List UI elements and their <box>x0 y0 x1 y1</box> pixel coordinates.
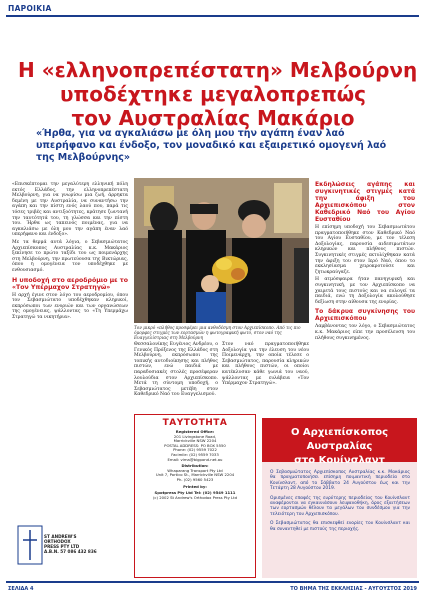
advert-line: ORTHODOX <box>44 539 71 544</box>
page-footer <box>8 586 417 592</box>
headline <box>18 58 418 130</box>
masthead-line: Email: vima@bigpond.net.au <box>167 456 223 462</box>
publication-name: ΤΟ ΒΗΜΑ ΤΗΣ ΕΚΚΛΗΣΙΑΣ - ΑΥΓΟΥΣΤΟΣ 2019 <box>290 586 417 592</box>
right-column <box>315 178 415 343</box>
masthead-line: Marrickville NSW 2204 <box>173 438 217 444</box>
right-subhead-1: Εκδηλώσεις αγάπης και συγκινητικές στιγμές κατά την άφιξη του Αρχιεπισκόπου στον Καθεδρικό Ναό του Αγίου Ευσταθίου <box>315 181 415 223</box>
header-rule <box>6 15 419 17</box>
right-paragraph-1: Η επίσημη υποδοχή του Σεβασμιωτάτου πραγματοποιήθηκε στον Καθεδρικό Ναό του Αγίου Ευσταθίου, με τον τέλεση Δοξολογίας, παρουσία αιδεσιμωτάτων κληρικών και πλήθους πιστών. Συγκινητικές στιγμές εκτυλίχθηκαν κατά την άφιξη του στον Ιερό Ναό, όπου το εκκλησίασμα χειροκροτούσε και ζητωκραύγαζε. <box>315 225 415 275</box>
section-label: ΠΑΡΟΙΚΙΑ <box>8 4 52 13</box>
page-number: ΣΕΛΙΔΑ 4 <box>8 586 34 592</box>
middle-column-a <box>134 342 218 400</box>
left-subhead: Η υποδοχή στο αεροδρόμιο με το «Τον Υπέρμαχον Στρατηγώ» <box>12 276 128 291</box>
announcement-title-line-2: στο Κουίνσλαντ <box>294 455 385 466</box>
advert-line: A.B.N. 57 086 432 836 <box>44 549 97 554</box>
announcement-body <box>270 470 410 536</box>
left-paragraph-1: «Επισκέπτομαι την μεγαλύτερη ελληνική πόλη εκτός Ελλάδος, την ελληνοπρεπέστατη Μελβούρνη, για να γνωρίσω μια ζωή, άρρηκτα δεμένη με την Αυστραλία, να συναντήσω την αγάπη και την πίστη ενός λαού που, παρά τις τόσες τριβές και αντιξοότητες, κράτησε ζωντανή την ταυτότητά του, τη γλώσσα και την πίστη του. Ήρθα ως ταπεινός ποιμένας, για να αγκαλιάσω με όλη μου την αγάπη έναν λαό υπερήφανο και ένδοξο». <box>12 182 128 238</box>
right-paragraph-2: Η ατμόσφαιρα ήταν πανηγυρική και συγκινητική, με τον Αρχιεπίσκοπο να χαιρετά τους πιστούς και να ευλογεί τα παιδιά, ενώ τη Δοξολογία ακολούθησε δεξίωση στην αίθουσα της ενορίας. <box>315 277 415 305</box>
masthead-line: POSTAL ADDRESS: PO BOX 5550 <box>164 442 226 448</box>
middle-paragraph-b: Στον ναό πραγματοποιήθηκε Δοξολογία για την έλευση του νέου Ποιμενάρχη, την οποία τέλεσε ο Σεβασμιώτατος, παρουσία κληρικών και πλήθους πιστών, οι οποίοι κατέκλυσαν κάθε γωνιά του ναού, ψάλλοντας με ευλάβεια «Τον Υπέρμαχον Στρατηγώ». <box>222 342 309 387</box>
masthead-box <box>134 414 256 578</box>
headline-line-3: τον Αυστραλίας Μακάριο <box>71 106 355 130</box>
announcement-paragraph-1: Ο Σεβασμιώτατος Αρχιεπίσκοπος Αυστραλίας κ.κ. Μακάριος θα πραγματοποιήσει επίσημη ποιμαντική περιοδεία στο Κουίνσλαντ, από το Σάββατο 24 Αυγούστου έως και την Τετάρτη 28 Αυγούστου 2019. <box>270 470 410 492</box>
left-column <box>12 182 128 322</box>
page-header <box>0 4 425 18</box>
advert-line: ST ANDREW'S <box>44 534 77 539</box>
masthead-line: Phone: (02) 9559 7022 <box>173 447 217 453</box>
article-photo <box>134 178 309 323</box>
photo-caption: Τον μικρό «πλήθος προσφέρει μια ανθοδέσμη στον Αρχιεπίσκοπο. Από τις πιο όμορφες στιγμές των εορτασμών η φωτογραφική φωτό, στον ναό της Ευαγγελίστριας στη Μελβούρνη <box>134 325 301 340</box>
advert-line: PRESS PTY LTD <box>44 544 80 549</box>
masthead-line: Printed by: <box>183 483 207 489</box>
announcement-title-line-1: Ο Αρχιεπίσκοπος Αυστραλίας <box>290 427 389 452</box>
masthead-line: (c) 2002 St Andrew's Orthodox Press Pty Ltd <box>152 494 238 500</box>
masthead-line: Spotpress Pty Ltd Tel: (02) 9549 1111 <box>154 490 236 496</box>
masthead-line: Ph. (02) 9560 5423 <box>176 476 214 482</box>
right-paragraph-3: Λαμβάνοντας τον λόγο, ο Σεβασμιώτατος κ.κ. Μακάριος είπε την προσέλευση του πλήθους συγκινημένος. <box>315 324 415 341</box>
headline-line-1: Η «ελληνοπρεπέστατη» Μελβούρνη <box>18 58 418 82</box>
announcement-box <box>262 418 417 578</box>
headline-line-2: υποδέχτηκε μεγαλοπρεπώς <box>59 82 367 106</box>
masthead-line: Distribution: <box>181 463 209 469</box>
announcement-paragraph-2: Ορισμένες επαφές της ευρύτερης περιοδείας του Κουίνσλαντ αναφέρονται να εγκαινιάσουν λειψανοθήκη, όρος εξαιτήσεων των εορτασμών θέλουν τα μεγάλων του συνδέσμου για την τελειότερη του Αρχιεπισκόπου. <box>270 495 410 517</box>
left-paragraph-3: Η αρχή έγινε στον λόγο του αεροδρομίου, όπου τον Σεβασμιώτατο υποδέχθηκαν κληρικοί, εκπρόσωποι των ενοριών και των οργανώσεων της ομογένειας, ψάλλοντας το «Τη Υπερμάχω Στρατηγώ τα νικητήρια». <box>12 292 128 320</box>
masthead-line: Whaparang Transport Pty Ltd <box>167 467 223 473</box>
left-paragraph-2: Με τα θερμά αυτά λόγια, ο Σεβασμιώτατος Αρχιεπίσκοπος Αυστραλίας κ.κ. Μακάριος ξεκίνησε το πρώτο ταξίδι του ως ποιμενάρχης στη Μελβούρνη, την πρωτεύουσα της Βικτώριας, όπου η ομογένεια τον υποδέχθηκε με ενθουσιασμό. <box>12 239 128 273</box>
footer-rule <box>6 581 419 583</box>
masthead-line: 201 Livingstone Road, <box>173 433 217 439</box>
announcement-title <box>262 418 417 466</box>
masthead-line: Facimile: (02) 9559 7033 <box>171 451 219 457</box>
masthead-title: ΤΑΥΤΟΤΗΤΑ <box>162 418 228 428</box>
middle-column-b <box>222 342 309 389</box>
masthead-line: Registered Office: <box>175 429 215 434</box>
article-deck: «Ήρθα, για να αγκαλιάσω με όλη μου την αγάπη έναν λαό υπερήφανο και ένδοξο, τον μοναδικό και εξαιρετικό ομογενή λαό της Μελβούρνης» <box>36 128 387 163</box>
announcement-paragraph-3: Ο Σεβασμιώτατος θα επισκεφθεί ενορίες του Κουίνσλαντ και θα συναντηθεί με πιστούς της περιοχής. <box>270 521 410 532</box>
masthead-line: Unit 7, Portico St., Marrickville NSW 2204 <box>155 472 235 478</box>
middle-paragraph-a: Θεσσαλονίκης Ευγένιος Ανδρέου, ο Γενικός Πρόξενος της Ελλάδος στη Μελβούρνη, εκπρόσωποι της τοπικής αυτοδιοίκησης και πλήθος πιστών, ενώ παιδιά με παραδοσιακές στολές προσέφεραν λουλούδια στον Αρχιεπίσκοπο. Μετά τη σύντομη υποδοχή, ο Σεβασμιώτατος μετέβη στον Καθεδρικό Ναό του Ευαγγελισμού. <box>134 342 218 398</box>
right-subhead-2: Το δάκρυα συγκίνησης του Αρχιεπισκόπου <box>315 308 415 323</box>
publisher-advert <box>44 534 97 554</box>
